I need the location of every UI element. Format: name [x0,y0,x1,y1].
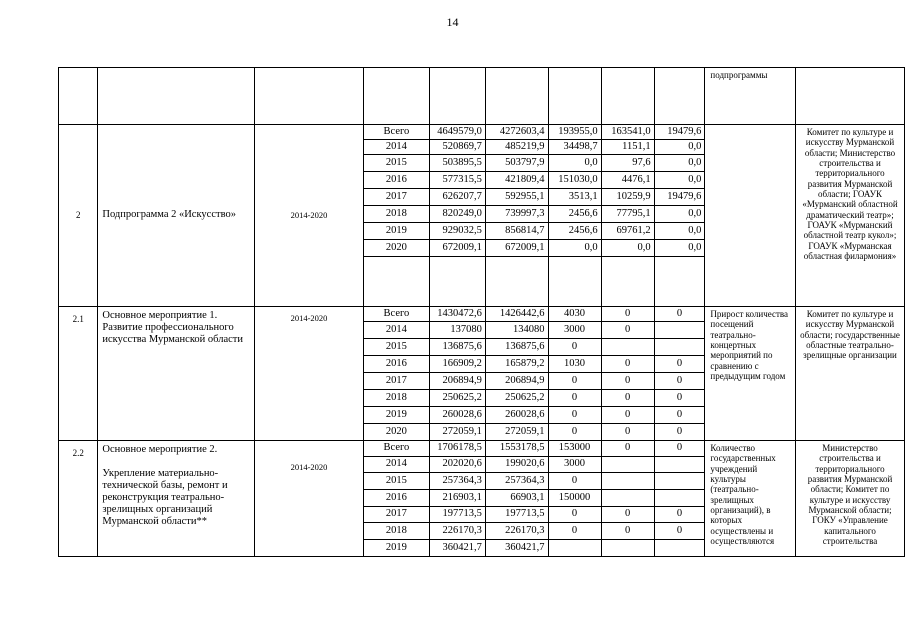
cell-label: 2018 [364,523,429,540]
cell-label: 2015 [364,473,429,490]
cell-total: 197713,5 [429,507,485,523]
cell-regional: 1426442,6 [485,307,548,322]
cell-federal: 150000 [548,490,601,507]
cell-local: 0 [601,407,654,424]
cell-other: 0 [654,507,705,523]
cell-regional: 592955,1 [485,189,548,206]
cell-other: 0,0 [654,172,705,189]
cell-local: 0 [601,441,654,457]
cell-local: 0 [601,390,654,407]
cell-other: 0 [654,356,705,373]
block-responsible: Комитет по культуре и искусству Мурманской области; Министерство строительства и территориального развития Мурманской области; ГОАУК «Мурманский областной драматический театр»; ГОАУК «Мурманский областной театр кукол»; ГОАУК «Мурманская областная филармония» [796,125,905,307]
cell-regional: 672009,1 [485,240,548,257]
cell-local [601,490,654,507]
cell-regional: 206894,9 [485,373,548,390]
cell-local: 4476,1 [601,172,654,189]
cell-regional: 197713,5 [485,507,548,523]
cell-local: 0 [601,322,654,339]
block-name: Подпрограмма 2 «Искусство» [98,125,254,307]
cell-federal: 193955,0 [548,125,601,140]
cell-other: 0 [654,373,705,390]
cell-federal: 0 [548,407,601,424]
cell-local: 97,6 [601,155,654,172]
cell-label: 2019 [364,540,429,557]
program-block-2-1-row [59,307,905,322]
cell-label: 2020 [364,240,429,257]
block-name: Основное мероприятие 1. Развитие профессионального искусства Мурманской области [98,307,254,441]
cell-local: 0 [601,307,654,322]
cell-federal: 3513,1 [548,189,601,206]
cell-other: 0 [654,523,705,540]
cell-other [654,339,705,356]
cell-other: 0,0 [654,140,705,155]
cell-label: 2019 [364,223,429,240]
cell-other: 0 [654,424,705,441]
cell-local: 69761,2 [601,223,654,240]
cell-label: 2017 [364,373,429,390]
cell-local [601,473,654,490]
cell-total: 272059,1 [429,424,485,441]
cell-total: 260028,6 [429,407,485,424]
cell-total: 257364,3 [429,473,485,490]
cell-total: 672009,1 [429,240,485,257]
cell-local: 77795,1 [601,206,654,223]
page-number: 14 [446,15,459,29]
cell-total: 626207,7 [429,189,485,206]
cell-local: 10259,9 [601,189,654,206]
cell-federal: 1030 [548,356,601,373]
cell-total: 929032,5 [429,223,485,240]
program-block-2-row [59,125,905,140]
cell-other [654,490,705,507]
block-period: 2014-2020 [254,441,364,557]
cell-local: 0 [601,424,654,441]
cell-federal: 0 [548,507,601,523]
cell-regional: 66903,1 [485,490,548,507]
cell-regional: 856814,7 [485,223,548,240]
block-index: 2 [59,125,98,307]
cell-local [601,540,654,557]
program-table [58,67,905,557]
cell-label: Всего [364,441,429,457]
cell-total: 503895,5 [429,155,485,172]
cell-total: 1706178,5 [429,441,485,457]
cell-regional: 257364,3 [485,473,548,490]
cell-regional: 739997,3 [485,206,548,223]
cell-regional: 485219,9 [485,140,548,155]
cell-label: 2017 [364,507,429,523]
cell-other: 0 [654,307,705,322]
cell-total: 4649579,0 [429,125,485,140]
cell-local [601,339,654,356]
cell-federal: 3000 [548,457,601,473]
cell-label: 2015 [364,155,429,172]
cell-label: 2018 [364,206,429,223]
cell-other: 0,0 [654,240,705,257]
cell-total: 1430472,6 [429,307,485,322]
cell-local: 0 [601,523,654,540]
cell-label: 2019 [364,407,429,424]
cell-local: 163541,0 [601,125,654,140]
block-indicator [705,125,796,307]
cell-regional: 272059,1 [485,424,548,441]
cell-local [601,457,654,473]
cell-total: 226170,3 [429,523,485,540]
cell-regional: 1553178,5 [485,441,548,457]
cell-total: 137080 [429,322,485,339]
cell-total: 360421,7 [429,540,485,557]
block-period: 2014-2020 [254,307,364,441]
cell-total: 136875,6 [429,339,485,356]
cell-label: Всего [364,307,429,322]
cell-federal: 0,0 [548,240,601,257]
cell-total: 206894,9 [429,373,485,390]
cell-other: 19479,6 [654,125,705,140]
cell-federal: 153000 [548,441,601,457]
cell-local: 0,0 [601,240,654,257]
cell-regional: 165879,2 [485,356,548,373]
cell-label: 2016 [364,172,429,189]
cell-label: 2020 [364,424,429,441]
cell-regional: 199020,6 [485,457,548,473]
block-responsible: Комитет по культуре и искусству Мурманской области; государственные областные театрально-зрелищные организации [796,307,905,441]
cell-total: 250625,2 [429,390,485,407]
cell-label: 2014 [364,322,429,339]
cell-federal: 0 [548,390,601,407]
cell-total: 577315,5 [429,172,485,189]
cell-label: 2014 [364,140,429,155]
cell-regional: 503797,9 [485,155,548,172]
cell-federal: 0 [548,523,601,540]
block-indicator: Прирост количества посещений театрально-концертных мероприятий по сравнению с предыдущим годом [705,307,796,441]
cell-federal: 0,0 [548,155,601,172]
cell-total: 202020,6 [429,457,485,473]
cell-label: 2014 [364,457,429,473]
cell-local: 0 [601,373,654,390]
cell-regional: 4272603,4 [485,125,548,140]
cell-label: 2016 [364,490,429,507]
cell-federal: 34498,7 [548,140,601,155]
cell-federal: 2456,6 [548,206,601,223]
cell-regional: 136875,6 [485,339,548,356]
cell-total: 820249,0 [429,206,485,223]
cell-federal: 4030 [548,307,601,322]
program-block-2-2-row [59,441,905,457]
block-indicator: Количество государственных учреждений культуры (театрально-зрелищных организаций), в которых осуществлены и осуществляются [705,441,796,557]
cell-total: 216903,1 [429,490,485,507]
cell-label: Всего [364,125,429,140]
cell-other: 0,0 [654,223,705,240]
cell-federal: 0 [548,424,601,441]
cell-regional: 360421,7 [485,540,548,557]
cell-other [654,322,705,339]
cell-label: 2015 [364,339,429,356]
cell-federal: 151030,0 [548,172,601,189]
cell-other [654,457,705,473]
cell-local: 0 [601,356,654,373]
cell-other: 0,0 [654,155,705,172]
indicator-tail: подпрограммы [705,68,796,125]
cell-other [654,473,705,490]
block-period: 2014-2020 [254,125,364,307]
cell-regional: 134080 [485,322,548,339]
cell-label: 2018 [364,390,429,407]
cell-regional: 260028,6 [485,407,548,424]
block-name: Основное мероприятие 2. Укрепление материально-технической базы, ремонт и реконструкция театрально-зрелищных организаций Мурманской области** [98,441,254,557]
cell-regional: 226170,3 [485,523,548,540]
cell-other [654,540,705,557]
cell-total: 166909,2 [429,356,485,373]
cell-federal: 0 [548,473,601,490]
cell-other: 19479,6 [654,189,705,206]
cell-other: 0 [654,407,705,424]
cell-federal: 0 [548,373,601,390]
cell-local: 0 [601,507,654,523]
cell-federal: 2456,6 [548,223,601,240]
cell-label: 2016 [364,356,429,373]
block-responsible: Министерство строительства и территориального развития Мурманской области; Комитет по культуре и искусству Мурманской области; ГОКУ «Управление капитального строительства [796,441,905,557]
cell-other: 0 [654,441,705,457]
continued-row [59,68,905,125]
cell-other: 0,0 [654,206,705,223]
cell-federal: 3000 [548,322,601,339]
cell-federal [548,540,601,557]
block-index: 2.1 [59,307,98,441]
cell-regional: 421809,4 [485,172,548,189]
cell-regional: 250625,2 [485,390,548,407]
cell-total: 520869,7 [429,140,485,155]
block-index: 2.2 [59,441,98,557]
cell-label: 2017 [364,189,429,206]
cell-federal: 0 [548,339,601,356]
cell-other: 0 [654,390,705,407]
cell-local: 1151,1 [601,140,654,155]
